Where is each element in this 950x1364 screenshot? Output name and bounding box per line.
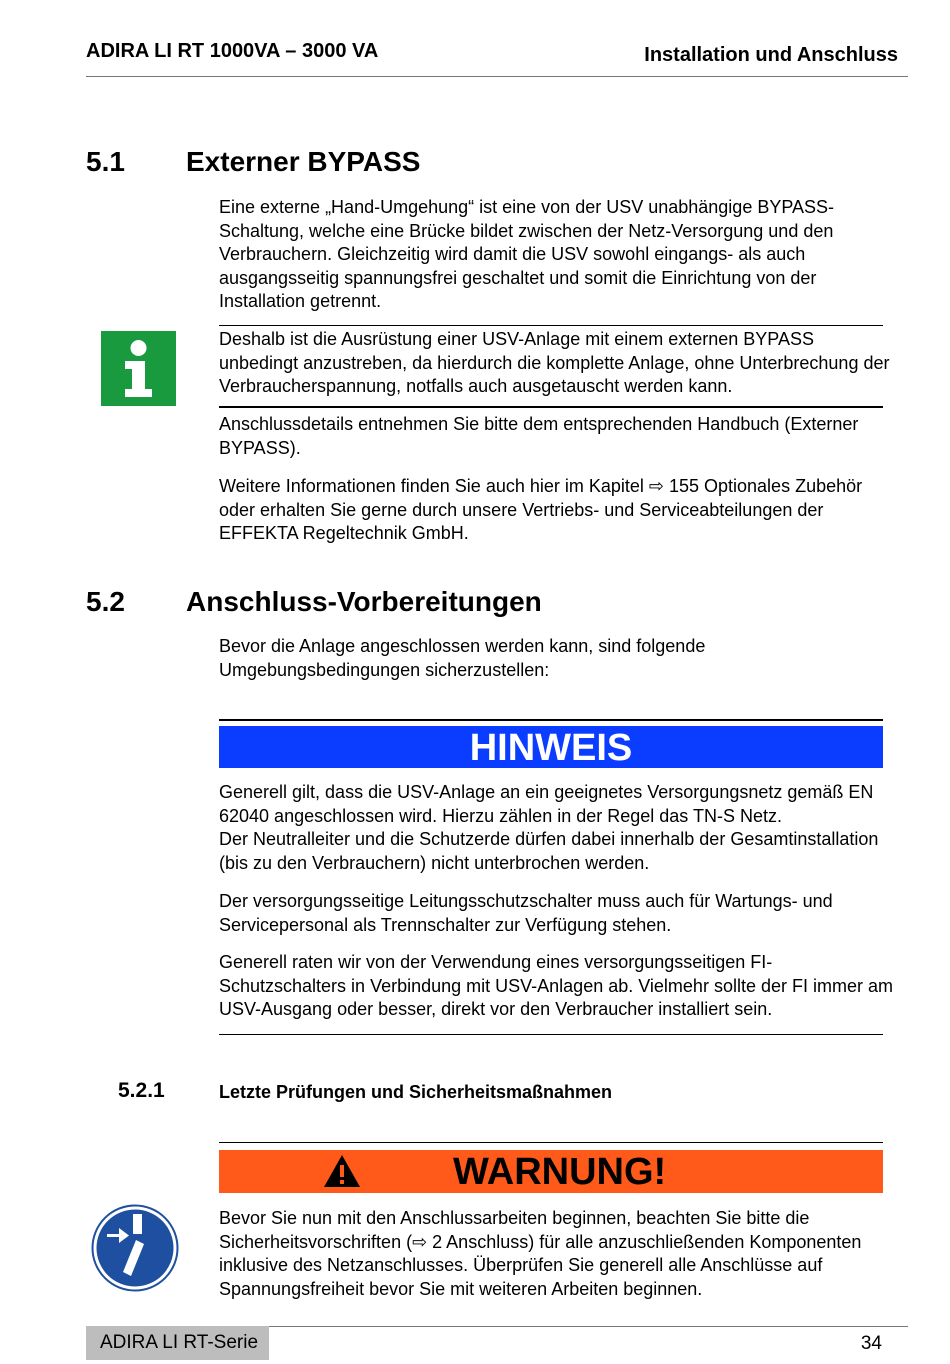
header-title: ADIRA LI RT 1000VA – 3000 VA [86,40,379,62]
warnung-paragraph: Bevor Sie nun mit den Anschlussarbeiten beginnen, beachten Sie bitte die Sicherheitsvorschriften (⇨ 2 Anschluss) für alle anzuschließenden Komponenten inklusive des Netzanschlusses. Überprüfen Sie generell alle Anschlüsse auf Spannungsfreiheit bevor Sie mit weiteren Arbeiten beginnen. [219,1208,862,1299]
warning-triangle-icon [323,1154,361,1188]
subsection-title: Letzte Prüfungen und Sicherheitsmaßnahmen [219,1082,613,1102]
section-title: Externer BYPASS [186,146,421,177]
footer-series: ADIRA LI RT-Serie [86,1326,269,1360]
section-title: Anschluss-Vorbereitungen [186,586,542,617]
divider [219,1034,883,1035]
hinweis-paragraph: Der Neutralleiter und die Schutzerde dürfen dabei innerhalb der Gesamtinstallation (bis zu den Verbrauchern) nicht unterbrochen werden. [219,829,879,873]
divider [219,719,883,721]
hinweis-paragraph: Generell gilt, dass die USV-Anlage an ein geeignetes Versorgungsnetz gemäß EN 62040 angeschlossen wird. Hierzu zählen in der Regel das TN-S Netz. [219,782,874,826]
hinweis-banner: HINWEIS [219,726,883,768]
paragraph: Eine externe „Hand-Umgehung“ ist eine von der USV unabhängige BYPASS-Schaltung, welche eine Brücke bildet zwischen der Netz-Versorgung und den Verbrauchern. Gleichzeitig wird damit die USV sowohl eingangs- als auch ausgangsseitig spannungsfrei geschaltet und somit die Einrichtung von der Installation getrennt. [219,197,835,311]
header-chapter: Installation und Anschluss [644,44,898,66]
disconnect-mains-icon [89,1202,181,1294]
section-number: 5.2 [86,586,125,617]
footer-rule [269,1326,908,1327]
paragraph: Weitere Informationen finden Sie auch hier im Kapitel ⇨ 155 Optionales Zubehör oder erhalten Sie gerne durch unsere Vertriebs- und Serviceabteilungen der EFFEKTA Regeltechnik GmbH. [219,476,863,543]
hinweis-paragraph: Der versorgungsseitige Leitungsschutzschalter muss auch für Wartungs- und Servicepersonal als Trennschalter zur Verfügung stehen. [219,891,833,935]
hinweis-paragraph: Generell raten wir von der Verwendung eines versorgungsseitigen FI-Schutzschalters in Verbindung mit USV-Anlagen ab. Vielmehr sollte der FI immer am USV-Ausgang oder besser, direkt vor den Verbraucher installiert sein. [219,952,893,1019]
section-number: 5.1 [86,146,125,177]
info-paragraph: Deshalb ist die Ausrüstung einer USV-Anlage mit einem externen BYPASS unbedingt anzustreben, da hierdurch die komplette Anlage, ohne Unterbrechung der Verbraucherspannung, notfalls auch ausgetauscht werden kann. [219,329,890,396]
warnung-label: WARNUNG! [453,1151,667,1193]
divider [219,406,883,408]
divider [219,1142,883,1143]
page-number: 34 [860,1333,882,1354]
info-icon [101,331,176,406]
paragraph: Bevor die Anlage angeschlossen werden kann, sind folgende Umgebungsbedingungen sicherzustellen: [219,636,706,680]
warnung-banner [219,1150,883,1193]
paragraph: Anschlussdetails entnehmen Sie bitte dem entsprechenden Handbuch (Externer BYPASS). [219,414,859,458]
divider [219,325,883,326]
header-rule [86,76,908,77]
subsection-number: 5.2.1 [118,1079,165,1102]
